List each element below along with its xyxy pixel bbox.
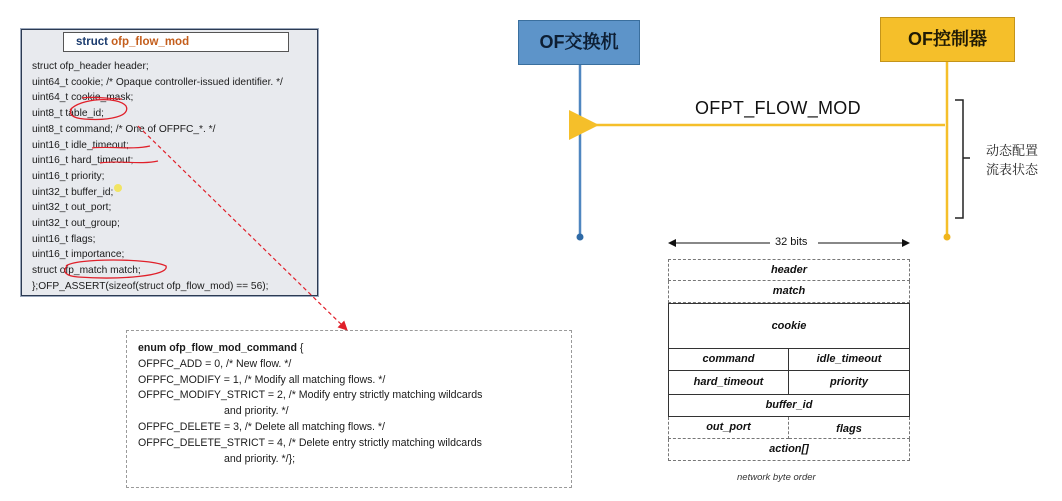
bits-arrowhead-right [902, 239, 910, 247]
of-controller-box: OF控制器 [880, 17, 1015, 62]
enum-line: OFPFC_DELETE_STRICT = 4, /* Delete entry strictly matching wildcards [138, 436, 482, 449]
bits-arrowhead-left [668, 239, 676, 247]
message-label: OFPT_FLOW_MOD [695, 98, 861, 118]
code-line: };OFP_ASSERT(sizeof(struct ofp_flow_mod) == 56); [32, 280, 269, 292]
code-line: struct ofp_match match; [32, 265, 141, 277]
code-line: uint8_t table_id; [32, 108, 104, 120]
field-command: command [668, 349, 789, 371]
field-match: match [668, 281, 910, 303]
field-idle-timeout: idle_timeout [789, 349, 910, 371]
enum-line: and priority. */}; [224, 452, 296, 465]
field-hard-timeout: hard_timeout [668, 371, 789, 395]
code-line: uint32_t buffer_id; [32, 186, 114, 198]
code-line: uint16_t hard_timeout; [32, 155, 134, 167]
code-line: uint64_t cookie_mask; [32, 92, 134, 104]
code-line: uint16_t idle_timeout; [32, 139, 129, 151]
hard-timeout-underline [100, 161, 158, 163]
code-line: uint32_t out_group; [32, 218, 120, 230]
switch-lifeline-end [577, 234, 584, 241]
command-pointer-line [138, 126, 346, 329]
code-line: uint16_t priority; [32, 170, 105, 182]
enum-line: OFPFC_MODIFY_STRICT = 2, /* Modify entry strictly matching wildcards [138, 389, 483, 402]
enum-header: enum ofp_flow_mod_command { [138, 342, 304, 354]
controller-lifeline-end [944, 234, 951, 241]
enum-line: and priority. */ [224, 405, 289, 418]
enum-line: OFPFC_ADD = 0, /* New flow. */ [138, 357, 292, 370]
table-id-highlight [70, 100, 127, 120]
field-flags: flags [789, 417, 910, 439]
code-line: uint8_t command; /* One of OFPFC_*. */ [32, 123, 216, 135]
field-actions: action[] [668, 439, 910, 461]
field-cookie: cookie [668, 303, 910, 349]
cookie-mask-underline [82, 97, 122, 99]
byte-order-note: network byte order [737, 472, 816, 483]
config-bracket [955, 100, 963, 218]
enum-line: OFPFC_DELETE = 3, /* Delete all matching flows. */ [138, 420, 385, 433]
enum-line: OFPFC_MODIFY = 1, /* Modify all matching flows. */ [138, 373, 386, 386]
of-switch-box: OF交换机 [518, 20, 640, 65]
bracket-label: 动态配置 流表状态 [986, 143, 1039, 177]
bits-width-label: 32 bits [775, 236, 808, 248]
struct-title: struct ofp_flow_mod [63, 32, 289, 52]
code-line: struct ofp_header header; [32, 61, 149, 72]
field-out-port: out_port [668, 417, 789, 439]
code-line: uint16_t flags; [32, 233, 96, 245]
cursor-dot [114, 184, 122, 192]
code-line: uint16_t importance; [32, 249, 125, 261]
field-header: header [668, 259, 910, 281]
idle-timeout-underline [92, 146, 150, 148]
field-priority: priority [789, 371, 910, 395]
field-buffer-id: buffer_id [668, 395, 910, 417]
match-highlight [65, 260, 166, 278]
code-line: uint32_t out_port; [32, 202, 112, 214]
code-line: uint64_t cookie; /* Opaque controller-issued identifier. */ [32, 76, 283, 88]
